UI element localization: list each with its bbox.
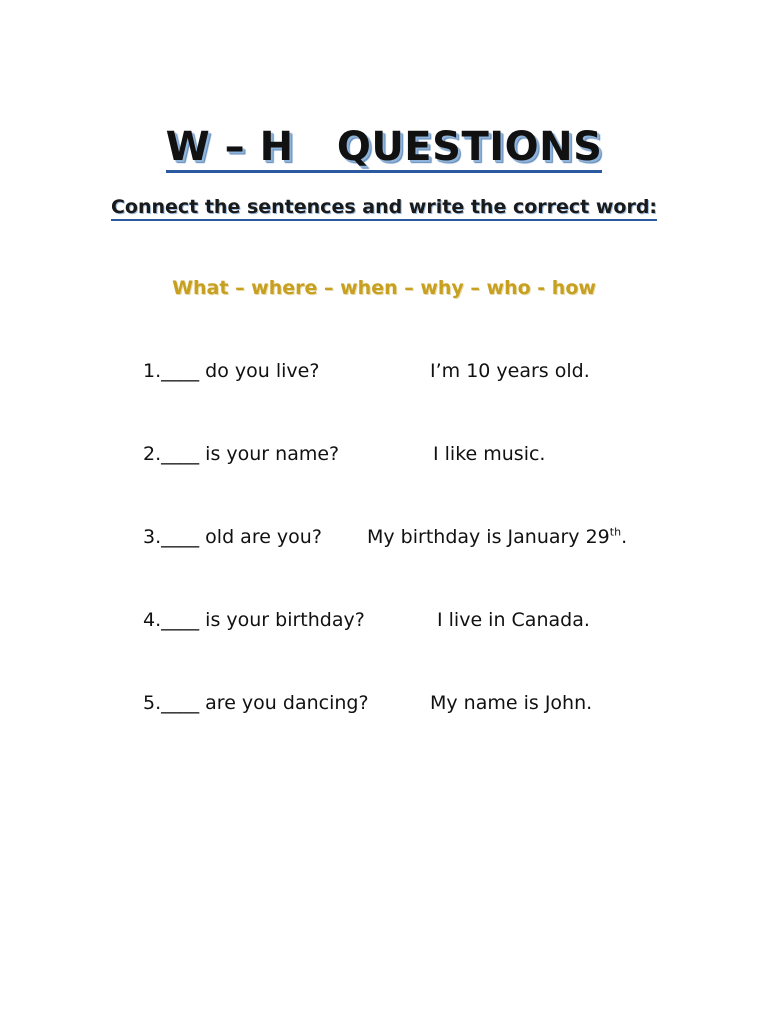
question-row-5	[0, 692, 768, 722]
worksheet-instruction	[0, 196, 768, 218]
question-row-1	[0, 360, 768, 390]
answer-text-end: .	[621, 526, 628, 548]
answer-text: I like music.	[433, 443, 546, 465]
question-text: 3.____ old are you?	[143, 526, 322, 548]
question-text: 5.____ are you dancing?	[143, 692, 369, 714]
answer-text: I live in Canada.	[437, 609, 590, 631]
question-text: 4.____ is your birthday?	[143, 609, 365, 631]
answer-text	[367, 526, 627, 548]
word-bank: What – where – when – why – who - how	[172, 277, 596, 299]
question-row-4	[0, 609, 768, 639]
question-row-3	[0, 526, 768, 556]
worksheet-instruction-text: Connect the sentences and write the correct word:	[111, 196, 657, 221]
answer-ordinal-suffix: th	[609, 525, 622, 539]
question-text: 1.____ do you live?	[143, 360, 320, 382]
answer-text-main: My birthday is January 29	[367, 526, 610, 548]
question-row-2	[0, 443, 768, 473]
worksheet-title-text: W – H QUESTIONS	[166, 124, 603, 173]
worksheet-title	[0, 124, 768, 170]
answer-text: My name is John.	[430, 692, 593, 714]
question-text: 2.____ is your name?	[143, 443, 340, 465]
answer-text: I’m 10 years old.	[430, 360, 590, 382]
